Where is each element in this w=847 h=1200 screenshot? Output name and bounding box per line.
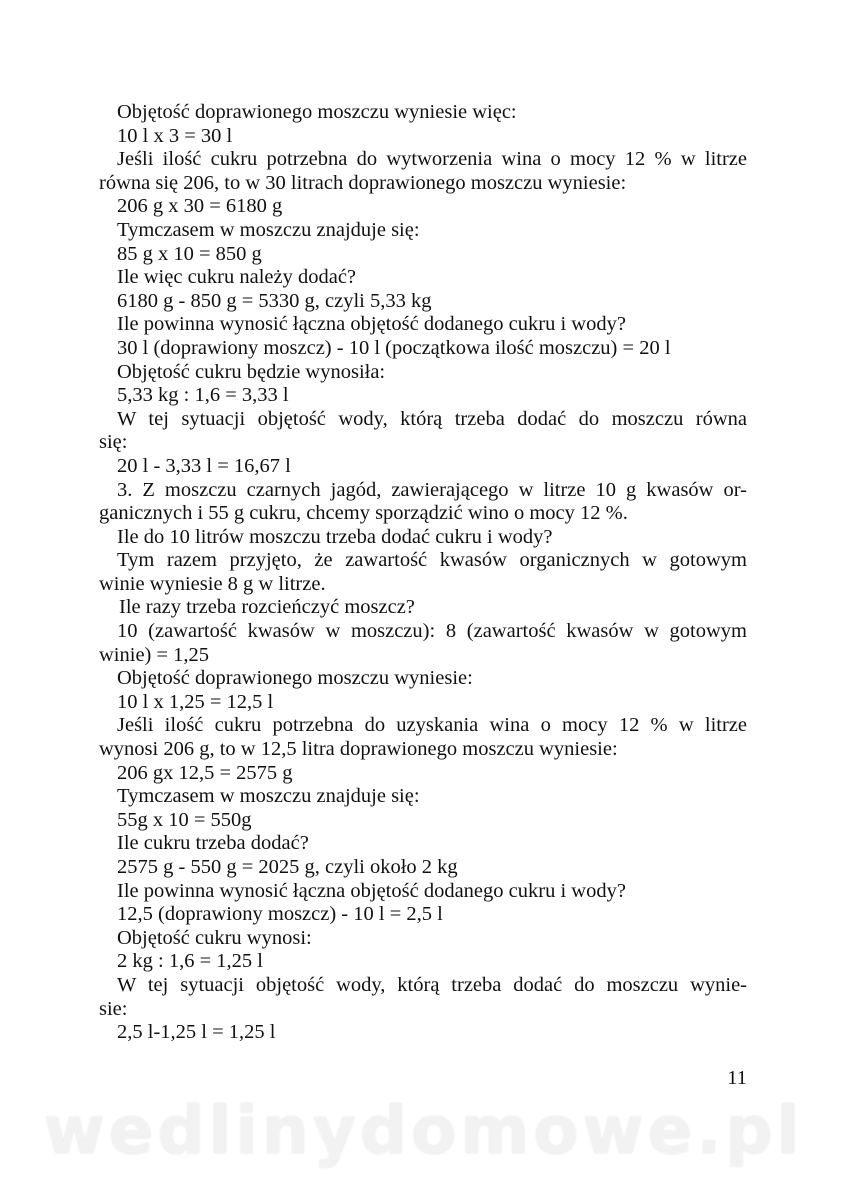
text-line: Ile razy trzeba rozcieńczyć moszcz? bbox=[119, 596, 415, 619]
text-line: wynosi 206 g, to w 12,5 litra doprawionego moszczu wyniesie: bbox=[99, 738, 618, 761]
text-line: winie) = 1,25 bbox=[99, 643, 210, 666]
text-line: ganicznych i 55 g cukru, chcemy sporządzić wino o mocy 12 %. bbox=[99, 502, 628, 525]
text-line: Objętość doprawionego moszczu wyniesie więc: bbox=[117, 101, 517, 123]
text-line: Tym razem przyjęto, że zawartość kwasów organicznych w gotowym bbox=[117, 549, 747, 572]
text-line: Objętość cukru będzie wynosiła: bbox=[117, 360, 386, 383]
text-line: W tej sytuacji objętość wody, którą trzeba dodać do moszczu wynie- bbox=[117, 973, 747, 996]
text-line: Ile powinna wynosić łączna objętość dodanego cukru i wody? bbox=[117, 313, 626, 336]
text-line: Ile powinna wynosić łączna objętość dodanego cukru i wody? bbox=[117, 879, 626, 902]
text-line: Tymczasem w moszczu znajduje się: bbox=[117, 218, 420, 241]
body-text bbox=[99, 101, 747, 1045]
text-line: 206 g x 30 = 6180 g bbox=[117, 195, 283, 218]
text-line: się: bbox=[99, 431, 128, 454]
text-line: Jeśli ilość cukru potrzebna do uzyskania wina o mocy 12 % w litrze bbox=[117, 714, 747, 737]
text-line: Objętość cukru wynosi: bbox=[117, 926, 312, 949]
text-line: Tymczasem w moszczu znajduje się: bbox=[117, 785, 420, 808]
text-line: 55g x 10 = 550g bbox=[117, 808, 252, 831]
watermark: wedlinydomowe.pl bbox=[43, 1092, 804, 1169]
text-line: sie: bbox=[99, 997, 128, 1020]
text-line: 10 (zawartość kwasów w moszczu): 8 (zawartość kwasów w gotowym bbox=[117, 620, 747, 643]
text-line: 206 gx 12,5 = 2575 g bbox=[117, 761, 293, 784]
text-line: 3. Z moszczu czarnych jagód, zawierającego w litrze 10 g kwasów or- bbox=[117, 478, 747, 501]
text-line: W tej sytuacji objętość wody, którą trzeba dodać do moszczu równa bbox=[117, 407, 747, 430]
text-line: 2,5 l-1,25 l = 1,25 l bbox=[117, 1021, 276, 1044]
text-line: 20 l - 3,33 l = 16,67 l bbox=[117, 454, 291, 477]
text-line: 10 l x 1,25 = 12,5 l bbox=[117, 690, 274, 713]
text-line: 5,33 kg : 1,6 = 3,33 l bbox=[117, 384, 289, 407]
text-line: 2 kg : 1,6 = 1,25 l bbox=[117, 950, 263, 973]
text-line: Ile cukru trzeba dodać? bbox=[117, 832, 309, 855]
text-line: Jeśli ilość cukru potrzebna do wytworzenia wina o mocy 12 % w litrze bbox=[117, 148, 747, 171]
text-line: 30 l (doprawiony moszcz) - 10 l (początkowa ilość moszczu) = 20 l bbox=[117, 336, 671, 359]
text-line: 85 g x 10 = 850 g bbox=[117, 242, 262, 265]
page-number: 11 bbox=[727, 1067, 747, 1089]
text-line: 6180 g - 850 g = 5330 g, czyli 5,33 kg bbox=[117, 289, 432, 312]
text-line: równa się 206, to w 30 litrach doprawionego moszczu wyniesie: bbox=[99, 171, 627, 194]
text-line: 10 l x 3 = 30 l bbox=[117, 124, 233, 147]
text-line: 12,5 (doprawiony moszcz) - 10 l = 2,5 l bbox=[117, 903, 443, 926]
text-line: Ile do 10 litrów moszczu trzeba dodać cukru i wody? bbox=[117, 525, 553, 548]
text-line: Ile więc cukru należy dodać? bbox=[117, 266, 357, 289]
text-line: winie wyniesie 8 g w litrze. bbox=[99, 572, 326, 595]
text-line: Objętość doprawionego moszczu wyniesie: bbox=[117, 667, 473, 690]
text-line: 2575 g - 550 g = 2025 g, czyli około 2 kg bbox=[117, 856, 458, 878]
